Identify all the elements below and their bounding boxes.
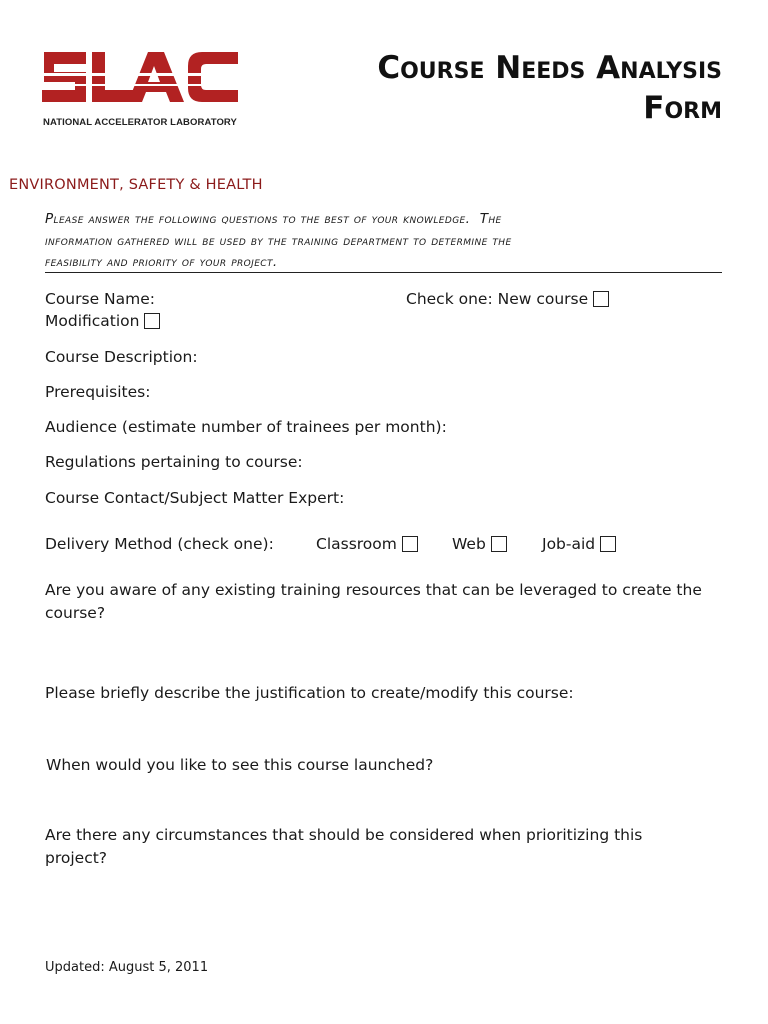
justification-question: Please briefly describe the justification to create/modify this course: [45, 684, 574, 702]
delivery-option-web [452, 535, 507, 553]
instructions-line-2: information gathered will be used by the training department to determine the [45, 232, 512, 249]
new-course-checkbox[interactable] [593, 291, 609, 307]
classroom-checkbox[interactable] [402, 536, 418, 552]
audience-label: Audience (estimate number of trainees per month): [45, 418, 447, 436]
classroom-label: Classroom [316, 535, 397, 553]
launch-question: When would you like to see this course launched? [46, 756, 434, 774]
slac-logo [40, 44, 250, 134]
web-label: Web [452, 535, 486, 553]
divider [45, 272, 722, 273]
new-course-label: Check one: New course [406, 290, 589, 308]
contact-label: Course Contact/Subject Matter Expert: [45, 489, 345, 507]
instructions [45, 209, 725, 274]
updated-date: Updated: August 5, 2011 [45, 960, 209, 975]
modification-label: Modification [45, 312, 140, 330]
web-checkbox[interactable] [491, 536, 507, 552]
existing-resources-question: Are you aware of any existing training resources that can be leveraged to create the course? [45, 581, 702, 622]
course-name-label: Course Name: [45, 290, 155, 308]
page-title [302, 48, 722, 128]
slac-wordmark-graphic [40, 44, 246, 114]
job-aid-checkbox[interactable] [600, 536, 616, 552]
delivery-option-job-aid [542, 535, 616, 553]
circumstances-question: Are there any circumstances that should be considered when prioritizing this project? [45, 826, 643, 867]
instructions-line-1: Please answer the following questions to the best of your knowledge. The [45, 211, 502, 227]
delivery-method-label: Delivery Method (check one): [45, 535, 274, 553]
delivery-option-classroom [316, 535, 418, 553]
regulations-label: Regulations pertaining to course: [45, 453, 303, 471]
check-one-group [406, 290, 609, 308]
instructions-line-3: feasibility and priority of your project. [45, 254, 278, 270]
title-line-2: Form [643, 90, 722, 126]
title-line-1: Course Needs Analysis [377, 50, 722, 86]
modification-checkbox[interactable] [144, 313, 160, 329]
job-aid-label: Job-aid [542, 535, 596, 553]
modification-group [45, 312, 160, 330]
department-heading: ENVIRONMENT, SAFETY & HEALTH [9, 177, 263, 193]
course-description-label: Course Description: [45, 348, 198, 366]
prerequisites-label: Prerequisites: [45, 383, 151, 401]
logo-subtitle: NATIONAL ACCELERATOR LABORATORY [43, 117, 237, 128]
